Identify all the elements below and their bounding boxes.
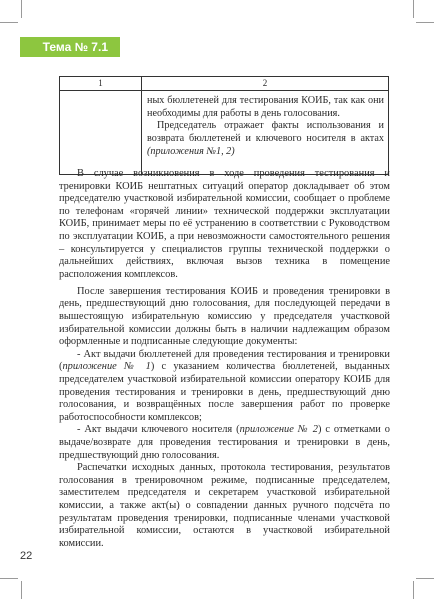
paragraph-text: ) с отметками о выдаче/возврате для проведения тестирования и тренировки в день, предшествующий дню голосования.: [59, 424, 390, 461]
body-text: [59, 168, 390, 550]
table-cell: [142, 91, 389, 175]
topic-tab: Тема № 7.1: [20, 37, 120, 57]
crop-mark: [0, 22, 18, 23]
table-header-cell: 1: [60, 77, 142, 91]
crop-mark: [413, 0, 414, 18]
paragraph-text: ) с указанием количества бюллетеней, выданных председателем участковой избирательной комиссии оператору КОИБ для проведения тестирования и тренировки в день, предшествующий дню голосования, и возвращённых после завершения работ по проверке работоспособности комплексов;: [59, 361, 390, 423]
table-row: [60, 91, 389, 175]
paragraph: В случае возникновения в ходе проведения тестирования и тренировки КОИБ нештатных ситуаций оператор докладывает об этом председателю участковой избирательной комиссии, сообщает о проблеме по телефонам «горячей линии» технической поддержки эксплуатации КОИБ, принимает меры по её устранению в соответствии с Руководством по эксплуатации КОИБ, а при невозможности самостоятельного решения – консультируется у специалистов группы технической поддержки о дальнейших действиях, включая вызов техника в помещение расположения комплексов.: [59, 168, 390, 280]
list-item: [59, 424, 390, 462]
appendix-reference: приложение № 2: [239, 424, 318, 436]
crop-mark: [416, 22, 434, 23]
table-header-cell: 2: [142, 77, 389, 91]
crop-mark: [21, 581, 22, 599]
appendix-reference: (приложения №1, 2): [147, 145, 235, 157]
table-header-row: [60, 77, 389, 91]
paragraph-text: - Акт выдачи бюллетеней для проведения тестирования и тренировки (: [59, 348, 390, 373]
paragraph: После завершения тестирования КОИБ и проведения тренировки в день, предшествующий дню голосования, для последующей передачи в вышестоящую избирательную комиссию у председателя участковой избирательной комиссии должны быть в наличии надлежащим образом оформленные и подписанные следующие документы:: [59, 285, 390, 348]
crop-mark: [413, 581, 414, 599]
crop-mark: [21, 0, 22, 18]
continuation-table: [59, 76, 389, 175]
appendix-reference: приложение № 1: [62, 361, 151, 373]
table-cell-text: Председатель отражает факты использования и возврата бюллетеней и ключевого носителя в актах: [147, 120, 384, 145]
crop-mark: [416, 578, 434, 579]
paragraph-text: - Акт выдачи ключевого носителя (: [77, 424, 240, 436]
table-cell-text: [147, 120, 384, 158]
paragraph: Распечатки исходных данных, протокола тестирования, результатов голосования в тренировочном режиме, подписанные председателем, заместителем председателя и секретарем участковой избирательной комиссии, а также акт(ы) о совпадении данных ручного подсчёта по результатам проведения тренировки, подписанные членами участковой избирательной комиссии, остаются в участковой избирательной комиссии.: [59, 462, 390, 549]
table-cell-empty: [60, 91, 142, 175]
table-cell-text: ных бюллетеней для тестирования КОИБ, так как они необходимы для работы в день голосования.: [147, 95, 384, 119]
crop-mark: [0, 578, 18, 579]
page-number: 22: [20, 550, 33, 562]
list-item: [59, 349, 390, 425]
